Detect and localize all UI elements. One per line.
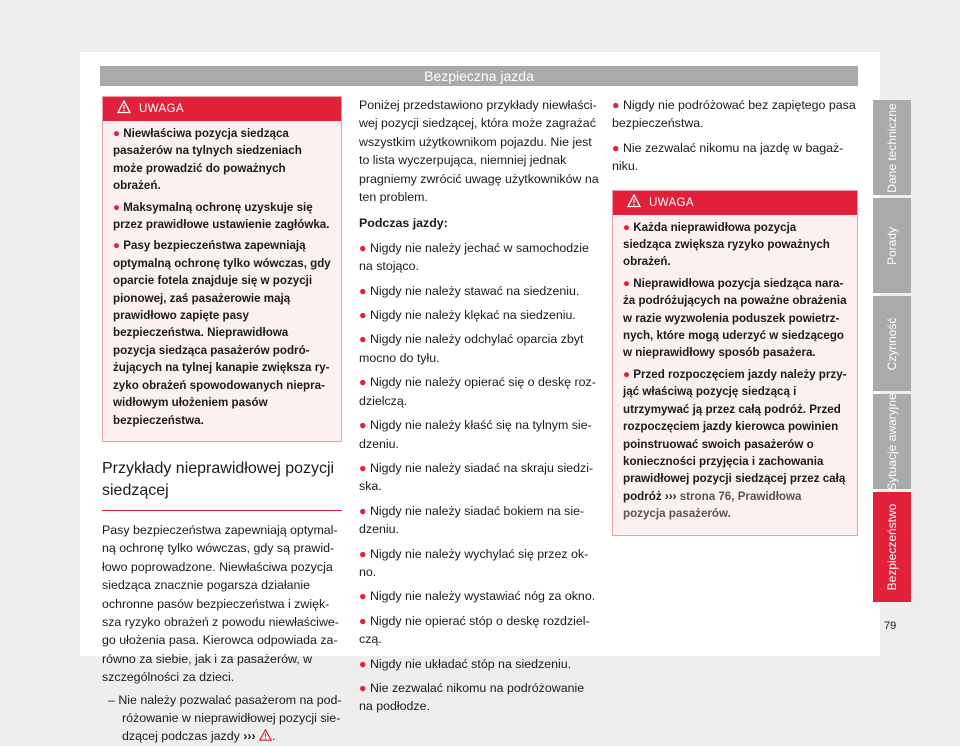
tab-dane-techniczne[interactable]: Dane techniczne bbox=[873, 100, 911, 195]
list-item: ● Nigdy nie należy wystawiać nóg za okno. bbox=[359, 589, 596, 604]
warning-triangle-icon bbox=[627, 194, 641, 208]
warning-box bbox=[102, 96, 342, 442]
warning-triangle-icon bbox=[117, 100, 131, 114]
list-item: ● Nigdy nie układać stóp na siedzeniu. bbox=[359, 656, 572, 671]
column-2 bbox=[359, 96, 599, 716]
column-1 bbox=[102, 96, 342, 746]
list-item: ● Nigdy nie należy odchylać oparcia zbyt mocno do tyłu. bbox=[359, 332, 584, 365]
section-title: Przykłady nieprawidłowej pozycji siedzącej bbox=[102, 458, 342, 511]
list-item: ● Nigdy nie należy siadać na skraju siedziska. bbox=[359, 460, 594, 494]
warning-header bbox=[613, 191, 857, 215]
warning-item: ● Maksymalną ochronę uzyskuje się przez prawidłowe ustawienie zagłówka. bbox=[113, 200, 330, 232]
warning-item: ● Każda nieprawidłowa pozycja siedząca zwiększa ryzyko poważnych obrażeń. bbox=[623, 220, 830, 269]
warning-label: UWAGA bbox=[649, 195, 694, 209]
column-3 bbox=[612, 96, 858, 536]
tab-czynnosc[interactable]: Czynność bbox=[873, 296, 911, 391]
tab-porady[interactable]: Porady bbox=[873, 198, 911, 293]
page-number: 79 bbox=[884, 620, 897, 632]
reference-link[interactable]: strona 76, Prawidłowa pozycja pasażerów. bbox=[623, 489, 802, 521]
list-item: ● Nigdy nie należy jechać w samochodzie na stojąco. bbox=[359, 240, 589, 274]
warning-label: UWAGA bbox=[139, 102, 184, 115]
warning-body bbox=[613, 215, 857, 535]
list-item: ● Nigdy nie podróżować bez zapiętego pasa bezpieczeństwa. bbox=[612, 98, 856, 131]
tab-sytuacje-awaryjne[interactable]: Sytuacje awaryjne bbox=[873, 394, 911, 489]
dash-list-item: – Nie należy pozwalać pasażerom na podróżowanie w nieprawidłowej pozycji siedzącej podczas jazdy ››› . bbox=[108, 692, 342, 744]
list-item: ● Nigdy nie opierać stóp o deskę rozdzielczą. bbox=[359, 613, 590, 647]
page-header-title: Bezpieczna jazda bbox=[100, 66, 858, 86]
warning-item: ● Pasy bezpieczeństwa zapewniają optymalną ochronę tylko wówczas, gdy oparcie fotela znajduje się w pozycji pionowej, zaś pasażerowie mają prawidłowo zapięte pasy bezpieczeństwa. Nieprawidłowa pozycja siedząca pasażerów podróżujących na tylnej kanapie zwiększa ryzyko obrażeń spowodowanych nieprawidłowym ułożeniem pasów bezpieczeństwa. bbox=[113, 239, 331, 427]
subheading: Podczas jazdy: bbox=[359, 216, 448, 231]
paragraph: Pasy bezpieczeństwa zapewniają optymalną ochronę tylko wówczas, gdy są prawidłowo poprowadzone. Niewłaściwa pozycja siedząca znacznie pogarsza działanie ochronne pasów bezpieczeństwa i zwiększa ryzyko obrażeń z powodu niewłaściwego ułożenia pasa. Kierowca odpowiada zarówno za siebie, jak i za pasażerów, w szczególności za dzieci. bbox=[102, 522, 339, 685]
warning-triangle-icon bbox=[259, 729, 272, 741]
list-item: ● Nigdy nie należy stawać na siedzeniu. bbox=[359, 283, 580, 298]
list-item: ● Nie zezwalać nikomu na jazdę w bagażniku. bbox=[612, 140, 844, 174]
list-item: ● Nigdy nie należy opierać się o deskę rozdzielczą. bbox=[359, 375, 596, 408]
warning-box bbox=[612, 190, 858, 536]
warning-item: ● Nieprawidłowa pozycja siedząca naraża podróżujących na poważne obrażenia w razie wyzwolenia poduszek powietrznych, które mogą uderzyć w siedzącego w nieprawidłowy sposób pasażera. bbox=[623, 276, 847, 360]
warning-header bbox=[103, 97, 341, 121]
warning-item: ● Niewłaściwa pozycja siedząca pasażerów na tylnych siedzeniach może prowadzić do poważnych obrażeń. bbox=[113, 127, 302, 193]
list-item: ● Nigdy nie należy siadać bokiem na siedzeniu. bbox=[359, 503, 585, 537]
list-item: ● Nigdy nie należy kłaść się na tylnym siedzeniu. bbox=[359, 418, 592, 451]
warning-item: ● Przed rozpoczęciem jazdy należy przyjąć właściwą pozycję siedzącą i utrzymywać ją przez całą podróż. Przed rozpoczęciem jazdy kierowca powinien poinstruować swoich pasażerów o konieczności przyjęcia i zachowania prawidłowej pozycji siedzącej przez całą podróż ››› strona 76, Prawidłowa pozycja pasażerów. bbox=[623, 367, 847, 521]
reference-arrow[interactable]: ››› bbox=[243, 729, 256, 744]
intro-paragraph: Poniżej przedstawiono przykłady niewłaściwej pozycji siedzącej, która może zagrażać wszystkim użytkownikom pojazdu. Nie jest to lista wyczerpująca, niemniej jednak pragniemy zwrócić uwagę użytkowników na ten problem. bbox=[359, 98, 599, 205]
chapter-tabs bbox=[873, 100, 911, 605]
list-item: ● Nie zezwalać nikomu na podróżowanie na podłodze. bbox=[359, 680, 585, 714]
list-item: ● Nigdy nie należy wychylać się przez okno. bbox=[359, 546, 589, 579]
tab-bezpieczenstwo[interactable]: Bezpieczeństwo bbox=[873, 492, 911, 602]
warning-body bbox=[103, 121, 341, 441]
reference-arrow[interactable]: ››› bbox=[664, 489, 677, 503]
list-item: ● Nigdy nie należy klękać na siedzeniu. bbox=[359, 308, 576, 323]
